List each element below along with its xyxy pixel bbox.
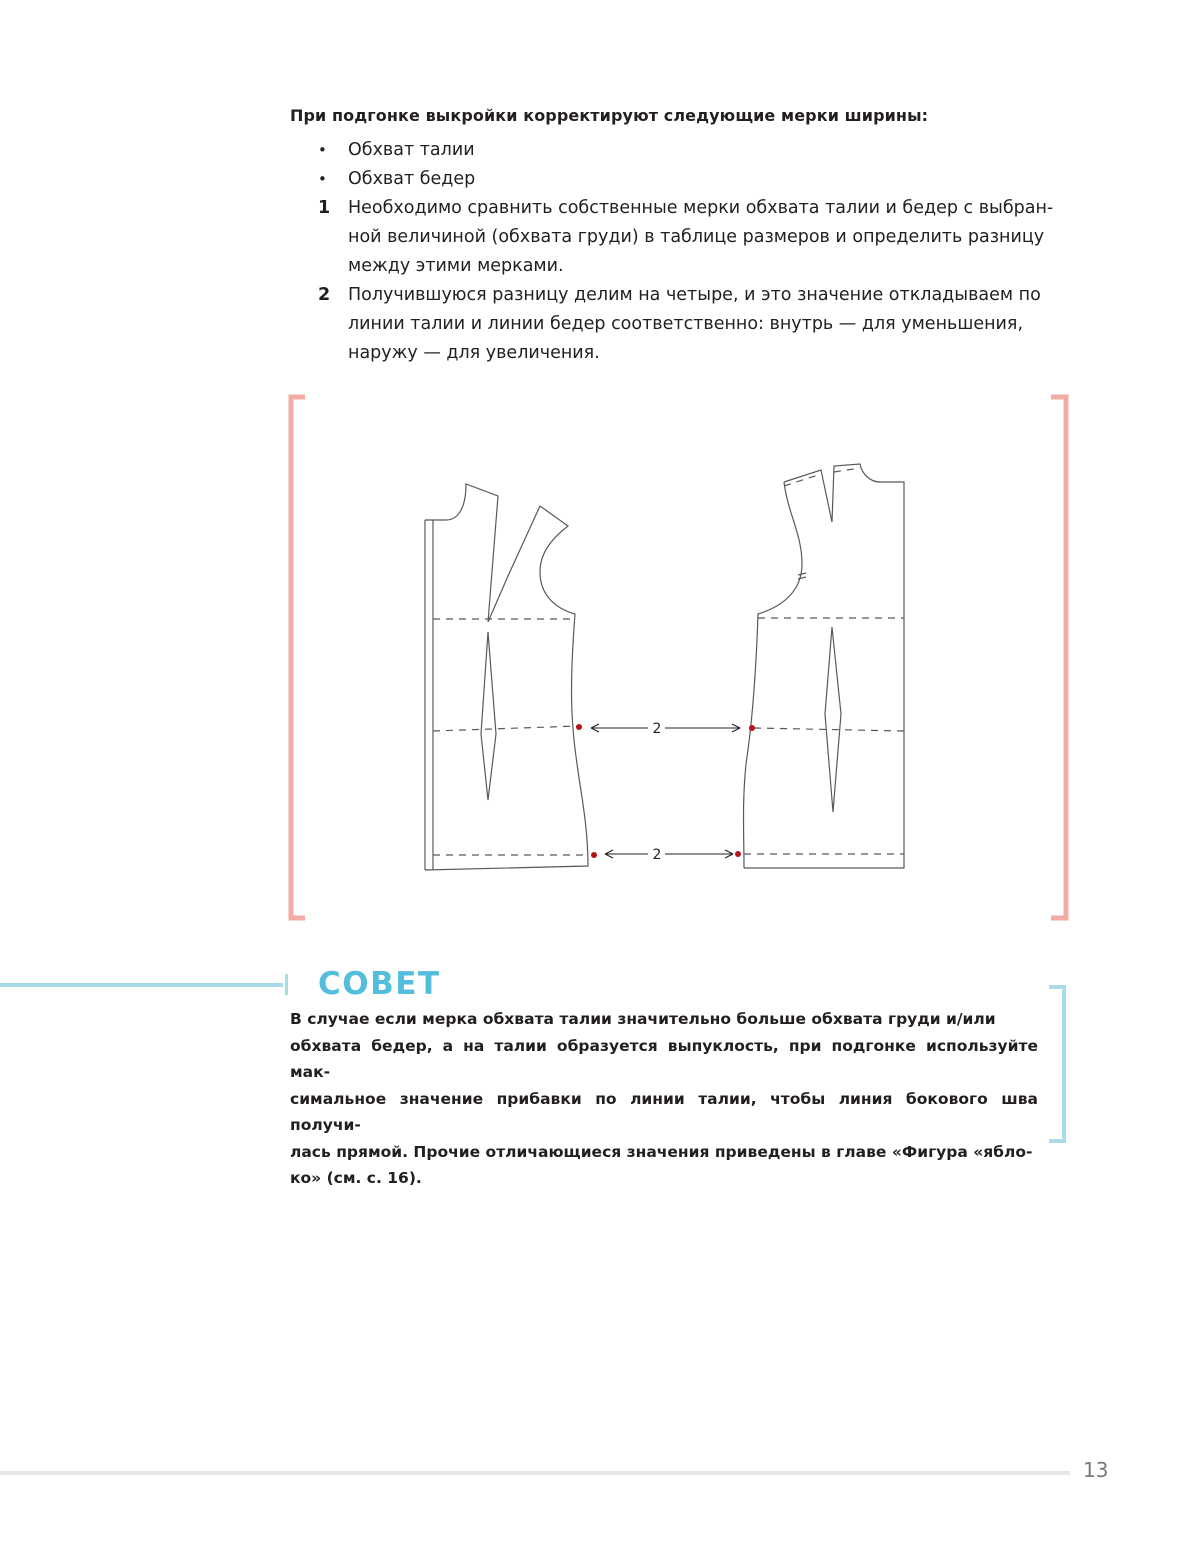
list-item (310, 194, 1070, 281)
list-item (310, 136, 1070, 165)
tip-title: СОВЕТ (318, 966, 441, 1002)
step-number: 2 (318, 285, 331, 305)
hip-arrow (605, 850, 733, 858)
tip-text: В случае если мерка обхвата талии значительно больше обхвата груди и/или обхвата бедер, а на талии образуется выпуклость, при подгонке используйте мак- симальное значение прибавки по линии талии, чтобы линия бокового шва получи- лась прямой. Прочие отличающиеся значения приведены в главе «Фигура «ябло- ко» (см. с. 16). (290, 1010, 1038, 1187)
tip-bracket (1049, 985, 1066, 1143)
waist-difference-label: 2 (652, 721, 662, 737)
back-guide-lines (433, 619, 588, 855)
pattern-figure (288, 394, 1072, 922)
list-item (310, 281, 1070, 368)
figure-left-bracket (291, 397, 305, 918)
figure-right-bracket (1051, 397, 1066, 918)
tip-accent-line (0, 983, 283, 987)
back-bodice-pattern (425, 484, 588, 870)
measurement-list (310, 136, 1070, 368)
footer-rule (0, 1471, 1070, 1475)
hip-difference-label: 2 (652, 847, 662, 863)
bodice-pattern-diagram (288, 394, 1072, 922)
waist-arrow (591, 724, 740, 732)
back-waist-point (576, 724, 582, 730)
list-item-text: Получившуюся разницу делим на четыре, и это значение откладываем по линии талии и линии бедер соответственно: внутрь — для уменьшения, наружу — для увеличения. (348, 285, 1041, 363)
bullet-marker: • (318, 170, 327, 188)
front-hip-point (735, 851, 741, 857)
list-item-text: Обхват бедер (348, 169, 476, 189)
section-heading: При подгонке выкройки корректируют следующие мерки ширины: (290, 106, 929, 125)
front-bodice-pattern (744, 464, 905, 868)
page-number: 13 (1083, 1458, 1109, 1482)
step-number: 1 (318, 198, 331, 218)
list-item-text: Необходимо сравнить собственные мерки обхвата талии и бедер с выбран- ной величиной (обхвата груди) в таблице размеров и определить разницу между этими мерками. (348, 198, 1054, 276)
front-guide-lines (744, 468, 904, 854)
tip-accent-tick (285, 974, 288, 995)
back-hip-point (591, 852, 597, 858)
list-item (310, 165, 1070, 194)
front-waist-point (749, 725, 755, 731)
bullet-marker: • (318, 141, 327, 159)
list-item-text: Обхват талии (348, 140, 475, 160)
